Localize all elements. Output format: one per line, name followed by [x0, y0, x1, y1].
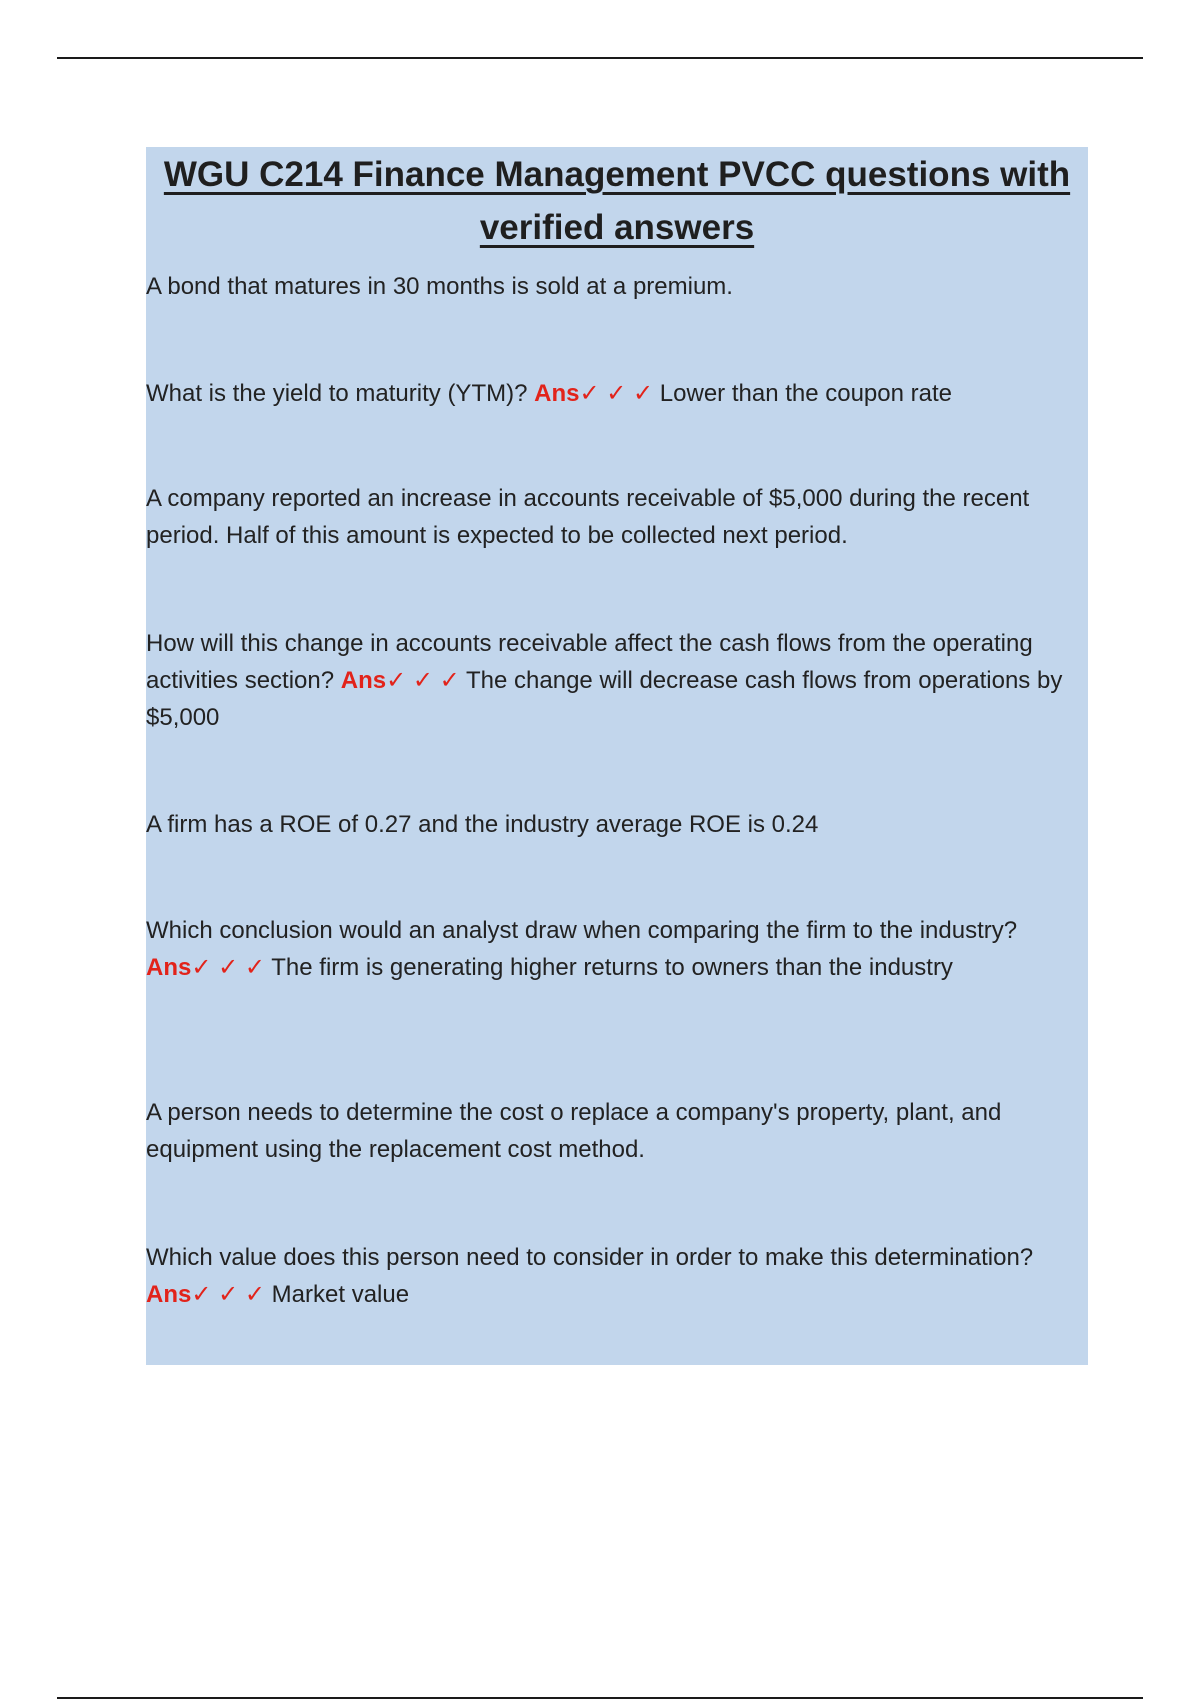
answer-text: The firm is generating higher returns to owners than the industry: [265, 954, 953, 981]
check-marks-icon: ✓ ✓ ✓: [191, 954, 266, 981]
question-3: [146, 912, 1088, 986]
answer-text: Lower than the coupon rate: [653, 380, 952, 407]
question-text: How will this change in accounts receivable affect the cash flows from the operating activities section?: [146, 630, 1033, 694]
answer-label: Ans: [534, 380, 580, 407]
check-marks-icon: ✓ ✓ ✓: [191, 1281, 266, 1308]
answer-label: Ans: [146, 954, 192, 981]
statement-1: A bond that matures in 30 months is sold at a premium.: [146, 273, 733, 300]
document-title: WGU C214 Finance Management PVCC questions with verified answers: [163, 155, 1071, 247]
check-marks-icon: ✓ ✓ ✓: [579, 380, 654, 407]
question-text: Which value does this person need to consider in order to make this determination?: [146, 1244, 1034, 1271]
answer-text: The change will decrease cash flows from operations by $5,000: [146, 667, 1063, 731]
answer-label: Ans: [340, 667, 387, 694]
statement-3: A firm has a ROE of 0.27 and the industry average ROE is 0.24: [146, 811, 819, 838]
top-rule: [57, 57, 1143, 59]
question-2: [146, 625, 1088, 736]
question-text: What is the yield to maturity (YTM)?: [146, 380, 535, 407]
question-text: Which conclusion would an analyst draw when comparing the firm to the industry?: [146, 917, 1018, 944]
content-panel: [146, 147, 1088, 1365]
statement-4: A person needs to determine the cost o replace a company's property, plant, and equipment using the replacement cost method.: [146, 1099, 1002, 1163]
answer-label: Ans: [146, 1281, 192, 1308]
question-1: [146, 375, 1088, 412]
check-marks-icon: ✓ ✓ ✓: [386, 667, 460, 694]
answer-text: Market value: [265, 1281, 410, 1308]
bottom-rule: [57, 1697, 1143, 1699]
statement-2: A company reported an increase in accounts receivable of $5,000 during the recent period. Half of this amount is expected to be collected next period.: [146, 485, 1030, 549]
question-4: [146, 1239, 1088, 1313]
